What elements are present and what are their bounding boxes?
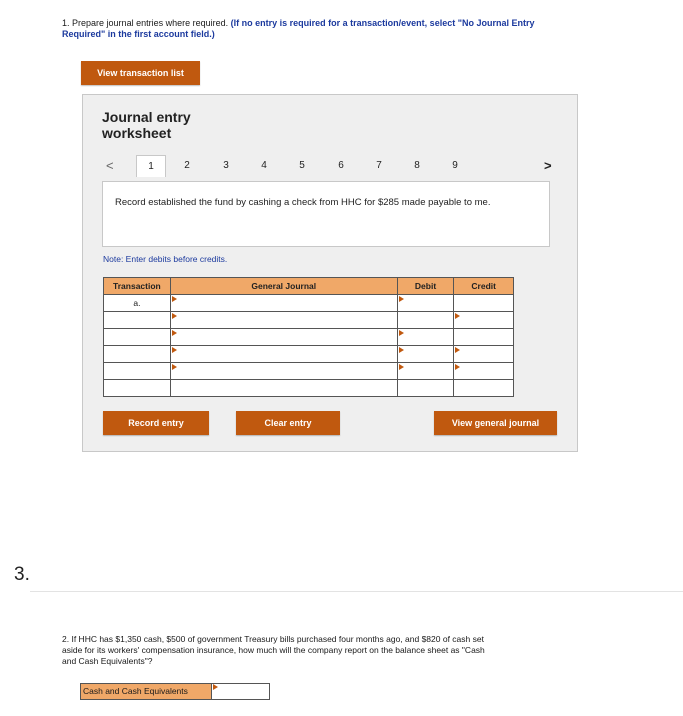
tab-6[interactable]: 6	[338, 160, 344, 171]
dropdown-marker-icon	[172, 296, 177, 302]
table-row	[104, 346, 514, 363]
dropdown-marker-icon	[172, 330, 177, 336]
worksheet-title: Journal entry worksheet	[102, 109, 191, 141]
account-cell[interactable]	[170, 295, 397, 312]
credit-cell[interactable]	[454, 346, 514, 363]
tab-5[interactable]: 5	[299, 160, 305, 171]
transaction-cell[interactable]	[104, 312, 171, 329]
table-row	[104, 295, 514, 312]
transaction-cell[interactable]	[104, 363, 171, 380]
input-marker-icon	[399, 330, 404, 336]
account-cell[interactable]	[170, 380, 397, 397]
input-marker-icon	[455, 364, 460, 370]
question-1-text: Prepare journal entries where required.	[72, 18, 229, 28]
header-transaction: Transaction	[104, 278, 171, 295]
input-marker-icon	[455, 347, 460, 353]
journal-entry-worksheet	[82, 94, 578, 452]
transaction-cell[interactable]	[104, 329, 171, 346]
view-transaction-list-button[interactable]: View transaction list	[81, 61, 200, 85]
question-2-text: If HHC has $1,350 cash, $500 of government Treasury bills purchased four months ago, and $820 of cash set aside for its workers' compensation insurance, how much will the company report on the balance sheet as "Cash and Cash Equivalents"?	[62, 634, 485, 666]
credit-cell[interactable]	[454, 380, 514, 397]
account-cell[interactable]	[170, 363, 397, 380]
debit-cell[interactable]	[397, 312, 454, 329]
input-marker-icon	[399, 296, 404, 302]
credit-cell[interactable]	[454, 363, 514, 380]
tab-3[interactable]: 3	[223, 160, 229, 171]
tab-9[interactable]: 9	[452, 160, 458, 171]
credit-cell[interactable]	[454, 312, 514, 329]
question-2-number: 2.	[62, 634, 70, 644]
cash-equivalents-label: Cash and Cash Equivalents	[80, 683, 212, 700]
section-divider	[30, 591, 683, 592]
journal-table-header	[104, 278, 514, 295]
table-row	[104, 363, 514, 380]
debit-cell[interactable]	[397, 363, 454, 380]
view-general-journal-button[interactable]: View general journal	[434, 411, 557, 435]
question-1	[62, 18, 542, 40]
question-2	[62, 634, 492, 667]
debit-cell[interactable]	[397, 380, 454, 397]
tab-1[interactable]: 1	[136, 155, 166, 177]
journal-table	[103, 277, 514, 397]
account-cell[interactable]	[170, 329, 397, 346]
header-debit: Debit	[397, 278, 454, 295]
header-credit: Credit	[454, 278, 514, 295]
header-general-journal: General Journal	[170, 278, 397, 295]
problem-number: 3.	[14, 564, 30, 585]
debit-cell[interactable]	[397, 295, 454, 312]
dropdown-marker-icon	[172, 364, 177, 370]
credit-cell[interactable]	[454, 295, 514, 312]
table-row	[104, 329, 514, 346]
debit-cell[interactable]	[397, 346, 454, 363]
worksheet-tabs	[83, 155, 579, 177]
tab-4[interactable]: 4	[261, 160, 267, 171]
transaction-cell[interactable]	[104, 380, 171, 397]
input-marker-icon	[399, 364, 404, 370]
cash-equivalents-input[interactable]	[212, 683, 270, 700]
account-cell[interactable]	[170, 346, 397, 363]
debits-note: Note: Enter debits before credits.	[103, 254, 228, 264]
question-1-number: 1.	[62, 18, 70, 28]
table-row	[104, 312, 514, 329]
input-marker-icon	[455, 313, 460, 319]
debit-cell[interactable]	[397, 329, 454, 346]
credit-cell[interactable]	[454, 329, 514, 346]
tab-8[interactable]: 8	[414, 160, 420, 171]
tab-2[interactable]: 2	[184, 160, 190, 171]
table-row	[104, 380, 514, 397]
input-marker-icon	[399, 347, 404, 353]
dropdown-marker-icon	[172, 313, 177, 319]
transaction-cell[interactable]	[104, 346, 171, 363]
transaction-cell[interactable]: a.	[104, 295, 171, 312]
clear-entry-button[interactable]: Clear entry	[236, 411, 340, 435]
dropdown-marker-icon	[172, 347, 177, 353]
tab-7[interactable]: 7	[376, 160, 382, 171]
input-marker-icon	[213, 684, 218, 690]
question-1-instruction: (If no entry is required for a transaction/event, select "No Journal Entry Required" in the first account field.)	[62, 18, 535, 39]
prev-chevron-icon[interactable]: <	[106, 158, 114, 173]
record-entry-button[interactable]: Record entry	[103, 411, 209, 435]
transaction-description: Record established the fund by cashing a check from HHC for $285 made payable to me.	[102, 181, 550, 247]
next-chevron-icon[interactable]: >	[544, 158, 552, 173]
account-cell[interactable]	[170, 312, 397, 329]
